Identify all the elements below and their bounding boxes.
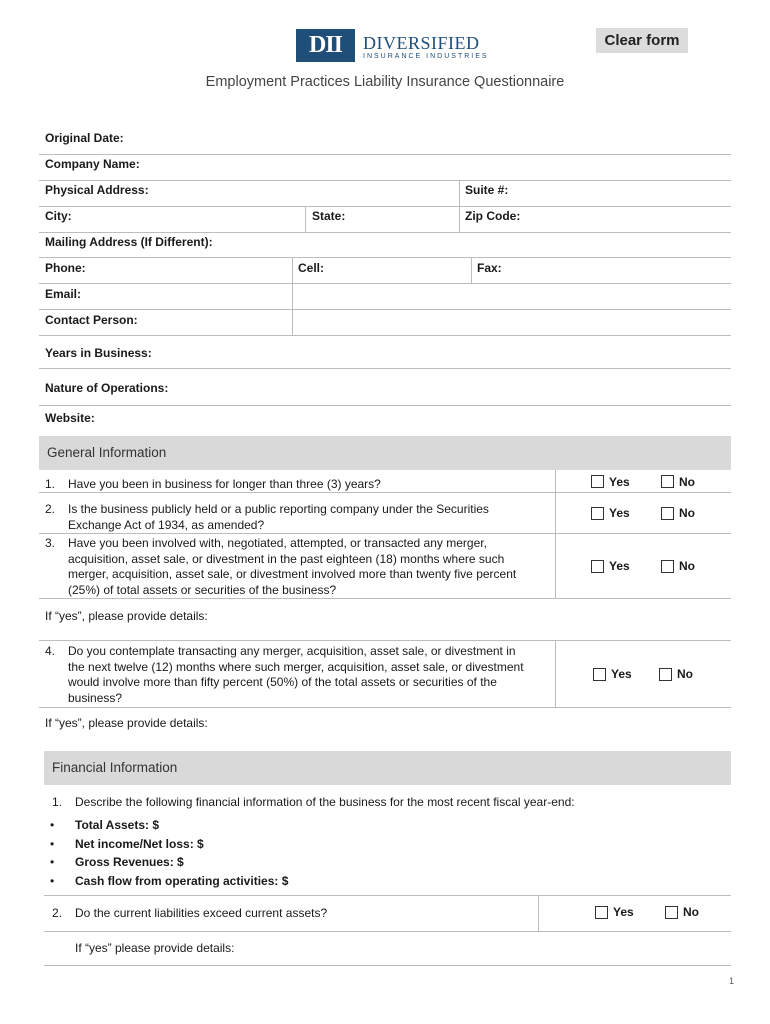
q1-yes-checkbox[interactable] [591,475,604,488]
divider [39,492,731,493]
city-label: City: [45,209,72,223]
original-date-label: Original Date: [45,131,124,145]
fax-field[interactable] [510,257,725,279]
fq2-no-checkbox[interactable] [665,906,678,919]
q2-no-label: No [679,506,695,520]
fq2-yes-checkbox[interactable] [595,906,608,919]
suite-field[interactable] [515,179,725,201]
original-date-field[interactable] [135,127,725,149]
divider [471,257,472,283]
zip-code-field[interactable] [530,205,725,227]
divider [39,640,731,641]
contact-person-field[interactable] [298,309,725,331]
cell-field[interactable] [332,257,464,279]
logo-name: DIVERSIFIED [363,33,480,53]
divider [39,707,731,708]
divider [39,335,731,336]
state-field[interactable] [355,205,455,227]
divider [44,931,731,932]
divider [555,470,556,598]
city-field[interactable] [80,205,300,227]
mailing-address-label: Mailing Address (If Different): [45,235,213,249]
logo-subtitle: INSURANCE INDUSTRIES [363,53,489,60]
total-assets-label: Total Assets: $ [75,818,160,832]
divider [44,895,731,896]
page-number: 1 [728,976,734,986]
phone-label: Phone: [45,261,86,275]
divider [39,533,731,534]
years-in-business-label: Years in Business: [45,346,152,360]
bullet: • [50,874,55,888]
cash-flow-field[interactable] [305,869,605,891]
phone-field[interactable] [95,257,285,279]
physical-address-label: Physical Address: [45,183,149,197]
gross-revenues-label: Gross Revenues: $ [75,855,184,869]
divider [39,598,731,599]
website-field[interactable] [105,406,725,428]
q3-details-field[interactable] [220,604,725,626]
q3-no-label: No [679,559,695,573]
contact-person-label: Contact Person: [45,313,138,327]
q3-no-checkbox[interactable] [661,560,674,573]
q4-yes-label: Yes [611,667,632,681]
nature-of-operations-field[interactable] [182,376,725,398]
company-name-field[interactable] [150,153,725,175]
divider [39,368,731,369]
fq2-yes-label: Yes [613,905,634,919]
fq2-details-label: If “yes” please provide details: [75,941,235,955]
q2-yes-label: Yes [609,506,630,520]
q3-yes-checkbox[interactable] [591,560,604,573]
company-name-label: Company Name: [45,157,140,171]
divider [538,895,539,931]
q1-no-checkbox[interactable] [661,475,674,488]
fq2-details-field[interactable] [245,937,725,959]
q2-no-checkbox[interactable] [661,507,674,520]
q1-yes-label: Yes [609,475,630,489]
divider [292,257,293,335]
email-field[interactable] [298,283,725,305]
website-label: Website: [45,411,95,425]
divider [305,206,306,232]
q4-yes-checkbox[interactable] [593,668,606,681]
physical-address-field[interactable] [160,179,455,201]
suite-label: Suite #: [465,183,509,197]
section-title: General Information [47,445,167,460]
q3-details-label: If “yes”, please provide details: [45,609,208,623]
q4-no-label: No [677,667,693,681]
state-label: State: [312,209,346,223]
q4-details-label: If “yes”, please provide details: [45,716,208,730]
net-income-label: Net income/Net loss: $ [75,837,204,851]
nature-of-operations-label: Nature of Operations: [45,381,169,395]
divider [44,965,731,966]
fax-label: Fax: [477,261,502,275]
q2-yes-checkbox[interactable] [591,507,604,520]
q1-no-label: No [679,475,695,489]
section-title: Financial Information [52,760,178,775]
bullet: • [50,818,55,832]
zip-code-label: Zip Code: [465,209,521,223]
logo-mark: DII [296,29,355,62]
years-in-business-field[interactable] [165,341,725,363]
clear-form-button[interactable]: Clear form [596,28,688,53]
fq2-no-label: No [683,905,699,919]
q4-details-field[interactable] [220,711,725,733]
divider [555,640,556,707]
cash-flow-label: Cash flow from operating activities: $ [75,874,289,888]
mailing-address-field[interactable] [230,231,725,253]
page-title: Employment Practices Liability Insurance Questionnaire [205,74,565,90]
cell-label: Cell: [298,261,325,275]
q3-yes-label: Yes [609,559,630,573]
email-label: Email: [45,287,82,301]
bullet: • [50,855,55,869]
general-information-header [39,436,731,470]
q4-no-checkbox[interactable] [659,668,672,681]
bullet: • [50,837,55,851]
financial-information-header [44,751,731,785]
